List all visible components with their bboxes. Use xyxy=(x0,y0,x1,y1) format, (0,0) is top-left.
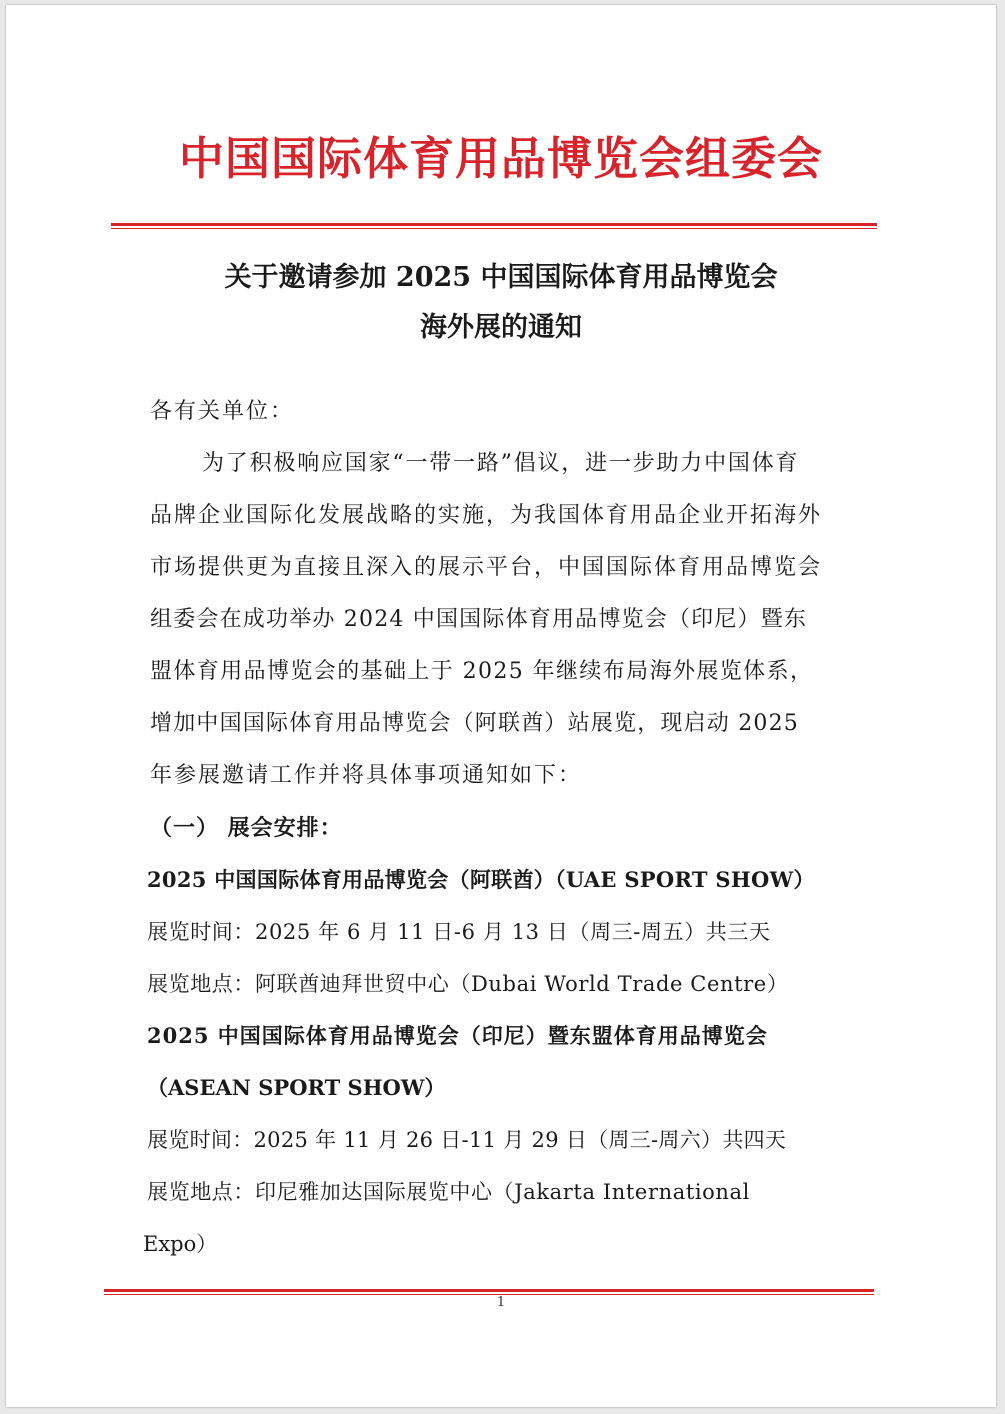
salutation: 各有关单位： xyxy=(150,399,295,424)
asean-show-time: 展览时间：2025 年 11 月 26 日-11 月 29 日（周三-周六）共四天 xyxy=(147,1128,787,1152)
letterhead-org-name: 中国国际体育用品博览会组委会 xyxy=(178,132,823,185)
intro-paragraph-line: 盟体育用品博览会的基础上于 2025 年继续布局海外展览体系， xyxy=(150,659,814,684)
uae-show-title: 2025 中国国际体育用品博览会（阿联酋）（UAE SPORT SHOW） xyxy=(147,867,815,892)
asean-show-venue-line-1: 展览地点：印尼雅加达国际展览中心（Jakarta International xyxy=(147,1180,750,1204)
intro-paragraph-line: 品牌企业国际化发展战略的实施，为我国体育用品企业开拓海外 xyxy=(150,503,823,528)
letterhead-red-rule xyxy=(111,223,877,229)
notice-title-line-1: 关于邀请参加 2025 中国国际体育用品博览会 xyxy=(224,262,778,293)
intro-paragraph-line: 为了积极响应国家“一带一路”倡议，进一步助力中国体育 xyxy=(202,451,800,476)
asean-show-venue-line-2: Expo） xyxy=(143,1232,218,1256)
page-number: 1 xyxy=(496,1295,506,1310)
document-page xyxy=(6,5,996,1407)
asean-show-title-line-2: （ASEAN SPORT SHOW） xyxy=(147,1075,446,1100)
intro-paragraph-line: 年参展邀请工作并将具体事项通知如下： xyxy=(150,763,583,788)
uae-show-venue: 展览地点：阿联酋迪拜世贸中心（Dubai World Trade Centre） xyxy=(147,972,789,996)
section-heading-exhibition-arrangement: （一） 展会安排： xyxy=(150,815,343,841)
intro-paragraph-line: 组委会在成功举办 2024 中国国际体育用品博览会（印尼）暨东 xyxy=(150,607,808,632)
uae-show-time: 展览时间：2025 年 6 月 11 日-6 月 13 日（周三-周五）共三天 xyxy=(147,920,771,944)
asean-show-title-line-1: 2025 中国国际体育用品博览会（印尼）暨东盟体育用品博览会 xyxy=(147,1023,768,1048)
notice-title-line-2: 海外展的通知 xyxy=(420,312,582,343)
intro-paragraph-line: 增加中国国际体育用品博览会（阿联酋）站展览，现启动 2025 xyxy=(150,711,799,736)
intro-paragraph-line: 市场提供更为直接且深入的展示平台，中国国际体育用品博览会 xyxy=(150,555,823,580)
